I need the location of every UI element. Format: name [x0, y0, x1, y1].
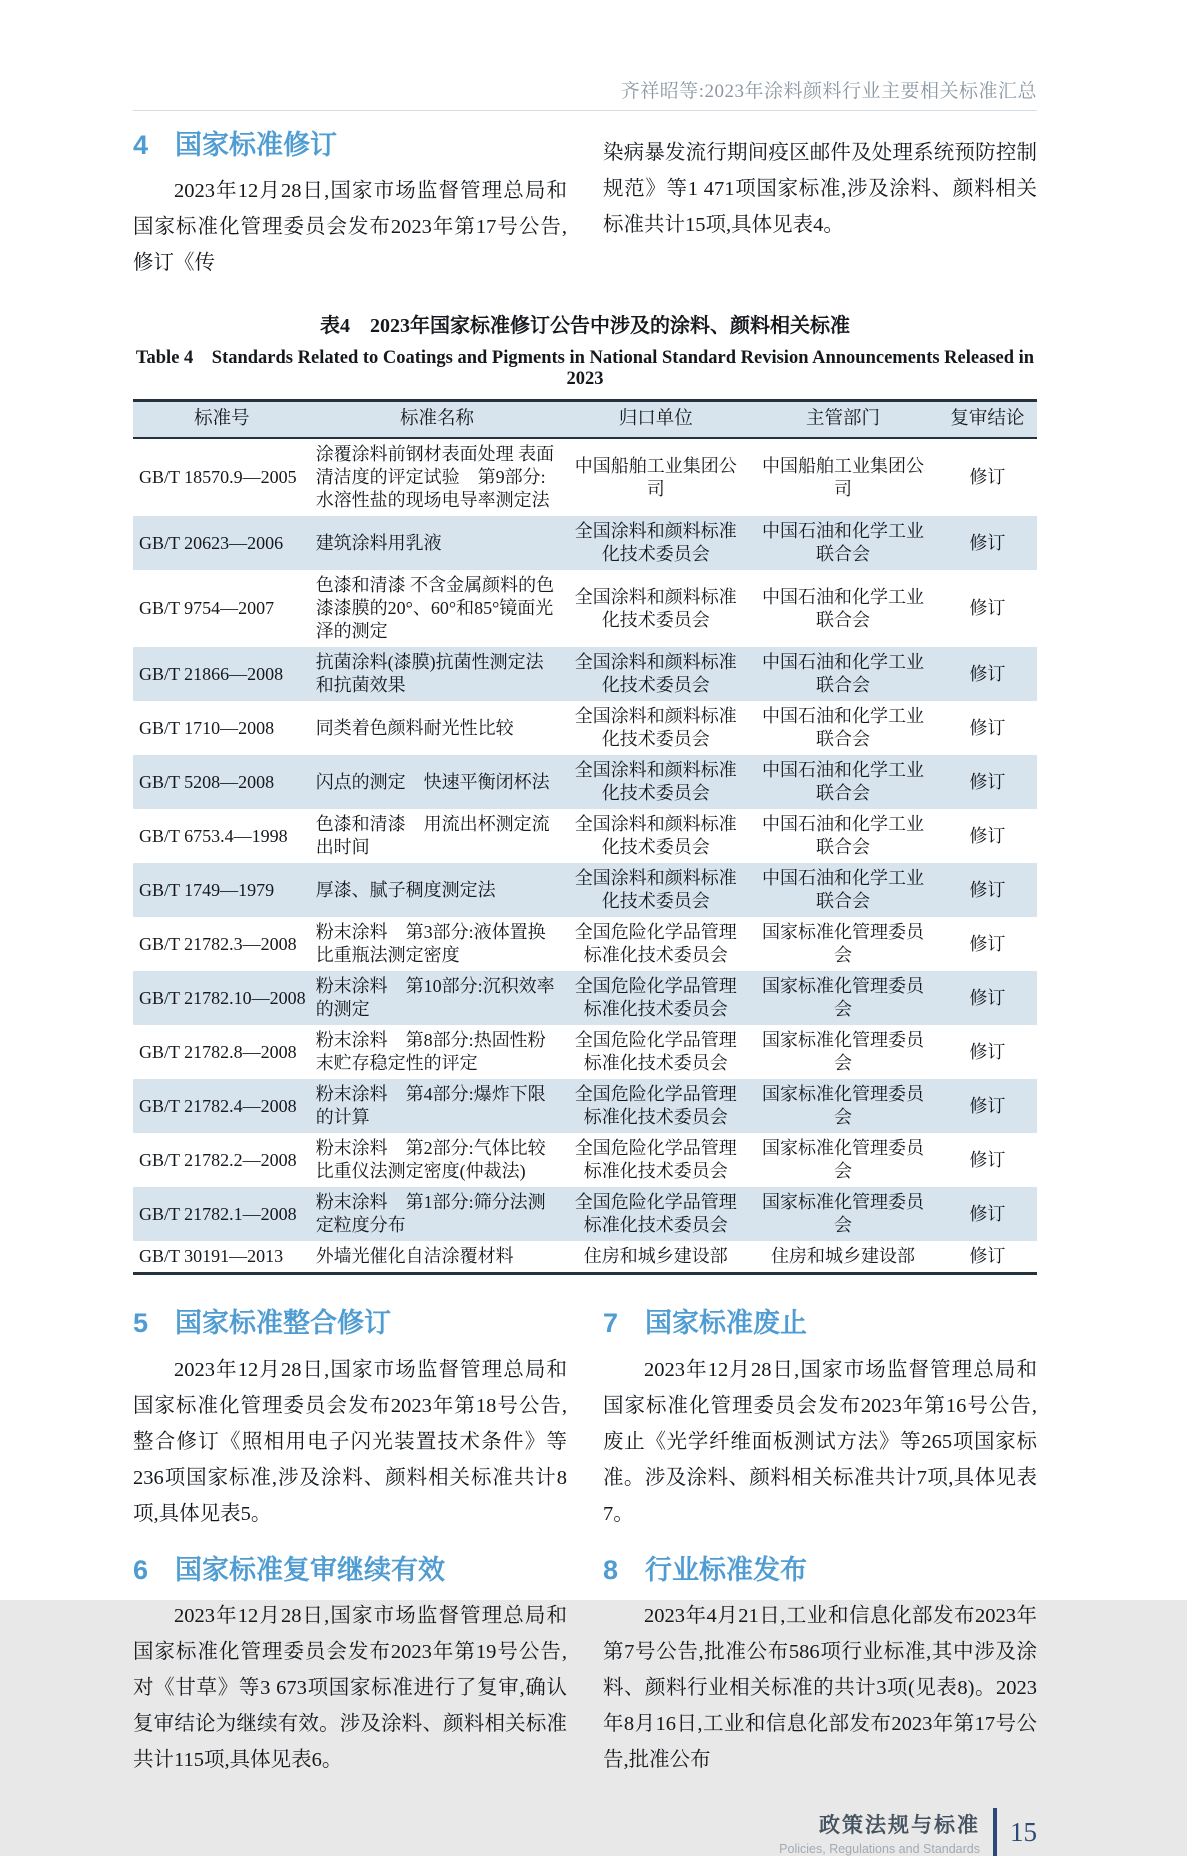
bottom-left-column — [133, 1307, 567, 1778]
section-4-paragraph-right: 染病暴发流行期间疫区邮件及处理系统预防控制规范》等1 471项国家标准,涉及涂料、颜料相关标准共计15项,具体见表4。 — [603, 142, 1037, 236]
cell-name: 涂覆涂料前钢材表面处理 表面清洁度的评定试验 第9部分:水溶性盐的现场电导率测定法 — [315, 444, 555, 511]
cell-result: 修订 — [969, 532, 1006, 553]
section-6-heading — [133, 1554, 567, 1586]
footer-divider-bar — [993, 1808, 997, 1856]
cell-result: 修订 — [969, 879, 1006, 900]
cell-result: 修订 — [969, 598, 1006, 619]
col-header-centralized-unit: 归口单位 — [563, 401, 748, 439]
cell-dept: 国家标准化管理委员会 — [761, 1084, 924, 1128]
table-row — [133, 971, 1037, 1025]
running-header: 齐祥昭等:2023年涂料颜料行业主要相关标准汇总 — [620, 81, 1037, 102]
cell-dept: 中国石油和化学工业联合会 — [761, 760, 924, 804]
cell-dept: 国家标准化管理委员会 — [761, 1030, 924, 1074]
cell-org: 全国涂料和颜料标准化技术委员会 — [574, 706, 737, 750]
cell-name: 色漆和清漆 用流出杯测定流出时间 — [315, 814, 550, 858]
cell-no: GB/T 21782.10—2008 — [139, 987, 306, 1008]
table-row — [133, 701, 1037, 755]
table-row — [133, 438, 1037, 516]
section-6-title: 国家标准复审继续有效 — [175, 1554, 446, 1585]
section-6-block — [133, 1554, 567, 1778]
cell-name: 粉末涂料 第10部分:沉积效率的测定 — [315, 976, 555, 1020]
footer-section-zh: 政策法规与标准 — [819, 1812, 980, 1837]
table-header-row — [133, 401, 1037, 439]
cell-org: 全国危险化学品管理标准化技术委员会 — [574, 976, 737, 1020]
cell-dept: 中国石油和化学工业联合会 — [761, 586, 924, 630]
cell-org: 全国危险化学品管理标准化技术委员会 — [574, 922, 737, 966]
col-header-standard-name: 标准名称 — [311, 401, 564, 439]
cell-result: 修订 — [969, 717, 1006, 738]
cell-dept: 国家标准化管理委员会 — [761, 1192, 924, 1236]
table-row — [133, 516, 1037, 570]
cell-org: 全国涂料和颜料标准化技术委员会 — [574, 868, 737, 912]
section-5-paragraph: 2023年12月28日,国家市场监督管理总局和国家标准化管理委员会发布2023年第18号公告,整合修订《照相用电子闪光装置技术条件》等236项国家标准,涉及涂料、颜料相关标准共计8项,具体见表5。 — [133, 1358, 567, 1525]
top-two-column-area — [133, 129, 1037, 281]
cell-no: GB/T 1710—2008 — [139, 717, 275, 738]
cell-no: GB/T 9754—2007 — [139, 598, 275, 619]
table-body — [133, 438, 1037, 1274]
cell-name: 粉末涂料 第3部分:液体置换比重瓶法测定密度 — [315, 922, 546, 966]
cell-dept: 中国石油和化学工业联合会 — [761, 652, 924, 696]
cell-org: 全国危险化学品管理标准化技术委员会 — [574, 1138, 737, 1182]
cell-dept: 住房和城乡建设部 — [770, 1246, 915, 1267]
cell-org: 全国涂料和颜料标准化技术委员会 — [574, 652, 737, 696]
cell-no: GB/T 21782.8—2008 — [139, 1041, 297, 1062]
section-7-paragraph: 2023年12月28日,国家市场监督管理总局和国家标准化管理委员会发布2023年第16号公告,废止《光学纤维面板测试方法》等265项国家标准。涉及涂料、颜料相关标准共计7项,具体见表7。 — [603, 1358, 1037, 1525]
section-6-paragraph: 2023年12月28日,国家市场监督管理总局和国家标准化管理委员会发布2023年第19号公告,对《甘草》等3 673项国家标准进行了复审,确认复审结论为继续有效。涉及涂料、颜料相关标准共计115项,具体见表6。 — [133, 1605, 567, 1772]
table-4-title-zh: 表4 2023年国家标准修订公告中涉及的涂料、颜料相关标准 — [320, 315, 850, 338]
cell-org: 全国危险化学品管理标准化技术委员会 — [574, 1084, 737, 1128]
section-8-block — [603, 1554, 1037, 1778]
cell-name: 同类着色颜料耐光性比较 — [315, 717, 514, 738]
cell-dept: 中国石油和化学工业联合会 — [761, 521, 924, 565]
cell-org: 全国涂料和颜料标准化技术委员会 — [574, 521, 737, 565]
section-4-number: 4 — [133, 130, 149, 160]
cell-org: 全国危险化学品管理标准化技术委员会 — [574, 1030, 737, 1074]
section-7-title: 国家标准废止 — [645, 1308, 808, 1339]
cell-result: 修订 — [969, 467, 1006, 488]
cell-result: 修订 — [969, 771, 1006, 792]
footer-section-name — [779, 1809, 980, 1856]
table-4-block — [133, 309, 1037, 1275]
bottom-right-column — [603, 1307, 1037, 1778]
table-row — [133, 570, 1037, 647]
cell-no: GB/T 18570.9—2005 — [139, 467, 297, 488]
section-5-heading — [133, 1307, 567, 1339]
cell-result: 修订 — [969, 933, 1006, 954]
cell-result: 修订 — [969, 987, 1006, 1008]
table-row — [133, 1241, 1037, 1274]
section-8-number: 8 — [603, 1554, 619, 1585]
table-row — [133, 809, 1037, 863]
cell-org: 全国涂料和颜料标准化技术委员会 — [574, 586, 737, 630]
cell-name: 粉末涂料 第4部分:爆炸下限的计算 — [315, 1084, 546, 1128]
section-5-number: 5 — [133, 1308, 149, 1339]
cell-no: GB/T 21782.3—2008 — [139, 933, 297, 954]
section-5-title: 国家标准整合修订 — [175, 1308, 392, 1339]
section-7-number: 7 — [603, 1308, 619, 1339]
cell-name: 抗菌涂料(漆膜)抗菌性测定法和抗菌效果 — [315, 652, 544, 696]
cell-result: 修订 — [969, 663, 1006, 684]
cell-no: GB/T 5208—2008 — [139, 771, 275, 792]
table-row — [133, 863, 1037, 917]
header-rule — [133, 110, 1037, 111]
cell-name: 粉末涂料 第1部分:筛分法测定粒度分布 — [315, 1192, 546, 1236]
cell-org: 全国危险化学品管理标准化技术委员会 — [574, 1192, 737, 1236]
col-header-standard-no: 标准号 — [133, 401, 311, 439]
section-5-block — [133, 1307, 567, 1531]
cell-name: 建筑涂料用乳液 — [315, 532, 442, 553]
page-footer — [133, 1808, 1037, 1856]
section-4-title: 国家标准修订 — [175, 130, 338, 160]
col-header-review-result: 复审结论 — [938, 401, 1037, 439]
cell-name: 厚漆、腻子稠度测定法 — [315, 879, 496, 900]
section-7-heading — [603, 1307, 1037, 1339]
cell-result: 修订 — [969, 1041, 1006, 1062]
section-4-heading — [133, 129, 567, 161]
section-7-block — [603, 1307, 1037, 1531]
cell-no: GB/T 1749—1979 — [139, 879, 275, 900]
cell-no: GB/T 21782.4—2008 — [139, 1095, 297, 1116]
cell-no: GB/T 21866—2008 — [139, 663, 284, 684]
top-left-column — [133, 129, 567, 281]
page-number: 15 — [1010, 1816, 1037, 1847]
table-row — [133, 1079, 1037, 1133]
section-8-title: 行业标准发布 — [645, 1554, 808, 1585]
bottom-two-column-area — [133, 1307, 1037, 1778]
table-head — [133, 401, 1037, 439]
cell-name: 闪点的测定 快速平衡闭杯法 — [315, 771, 550, 792]
section-6-number: 6 — [133, 1554, 149, 1585]
table-row — [133, 1025, 1037, 1079]
table-row — [133, 755, 1037, 809]
cell-dept: 国家标准化管理委员会 — [761, 976, 924, 1020]
cell-no: GB/T 30191—2013 — [139, 1246, 284, 1267]
standards-table — [133, 399, 1037, 1275]
cell-org: 全国涂料和颜料标准化技术委员会 — [574, 760, 737, 804]
cell-result: 修订 — [969, 1246, 1006, 1267]
footer-section-en: Policies, Regulations and Standards — [779, 1841, 980, 1856]
table-row — [133, 647, 1037, 701]
cell-dept: 中国石油和化学工业联合会 — [761, 814, 924, 858]
cell-no: GB/T 6753.4—1998 — [139, 825, 288, 846]
cell-no: GB/T 20623—2006 — [139, 532, 284, 553]
cell-org: 住房和城乡建设部 — [583, 1246, 728, 1267]
top-right-column — [603, 129, 1037, 281]
cell-dept: 国家标准化管理委员会 — [761, 922, 924, 966]
cell-org: 全国涂料和颜料标准化技术委员会 — [574, 814, 737, 858]
cell-name: 色漆和清漆 不含金属颜料的色漆漆膜的20°、60°和85°镜面光泽的测定 — [315, 575, 555, 642]
cell-org: 中国船舶工业集团公司 — [574, 455, 737, 499]
table-row — [133, 917, 1037, 971]
section-4-paragraph-left: 2023年12月28日,国家市场监督管理总局和国家标准化管理委员会发布2023年第17号公告,修订《传 — [133, 180, 567, 275]
table-row — [133, 1187, 1037, 1241]
cell-name: 粉末涂料 第2部分:气体比较比重仪法测定密度(仲裁法) — [315, 1138, 546, 1182]
table-4-title-en: Table 4 Standards Related to Coatings and Pigments in National Standard Revision Announcements Released in 2023 — [135, 348, 1035, 390]
cell-result: 修订 — [969, 1095, 1006, 1116]
cell-result: 修订 — [969, 1149, 1006, 1170]
cell-dept: 国家标准化管理委员会 — [761, 1138, 924, 1182]
section-8-heading — [603, 1554, 1037, 1586]
table-row — [133, 1133, 1037, 1187]
cell-dept: 中国石油和化学工业联合会 — [761, 868, 924, 912]
cell-no: GB/T 21782.2—2008 — [139, 1149, 297, 1170]
cell-no: GB/T 21782.1—2008 — [139, 1203, 297, 1224]
cell-dept: 中国石油和化学工业联合会 — [761, 706, 924, 750]
col-header-competent-dept: 主管部门 — [748, 401, 937, 439]
section-8-paragraph: 2023年4月21日,工业和信息化部发布2023年第7号公告,批准公布586项行业标准,其中涉及涂料、颜料行业相关标准的共计3项(见表8)。2023年8月16日,工业和信息化部发布2023年第17号公告,批准公布 — [603, 1605, 1037, 1772]
cell-name: 外墙光催化自洁涂覆材料 — [315, 1246, 514, 1267]
cell-name: 粉末涂料 第8部分:热固性粉末贮存稳定性的评定 — [315, 1030, 546, 1074]
cell-dept: 中国船舶工业集团公司 — [761, 455, 924, 499]
cell-result: 修订 — [969, 1203, 1006, 1224]
cell-result: 修订 — [969, 825, 1006, 846]
